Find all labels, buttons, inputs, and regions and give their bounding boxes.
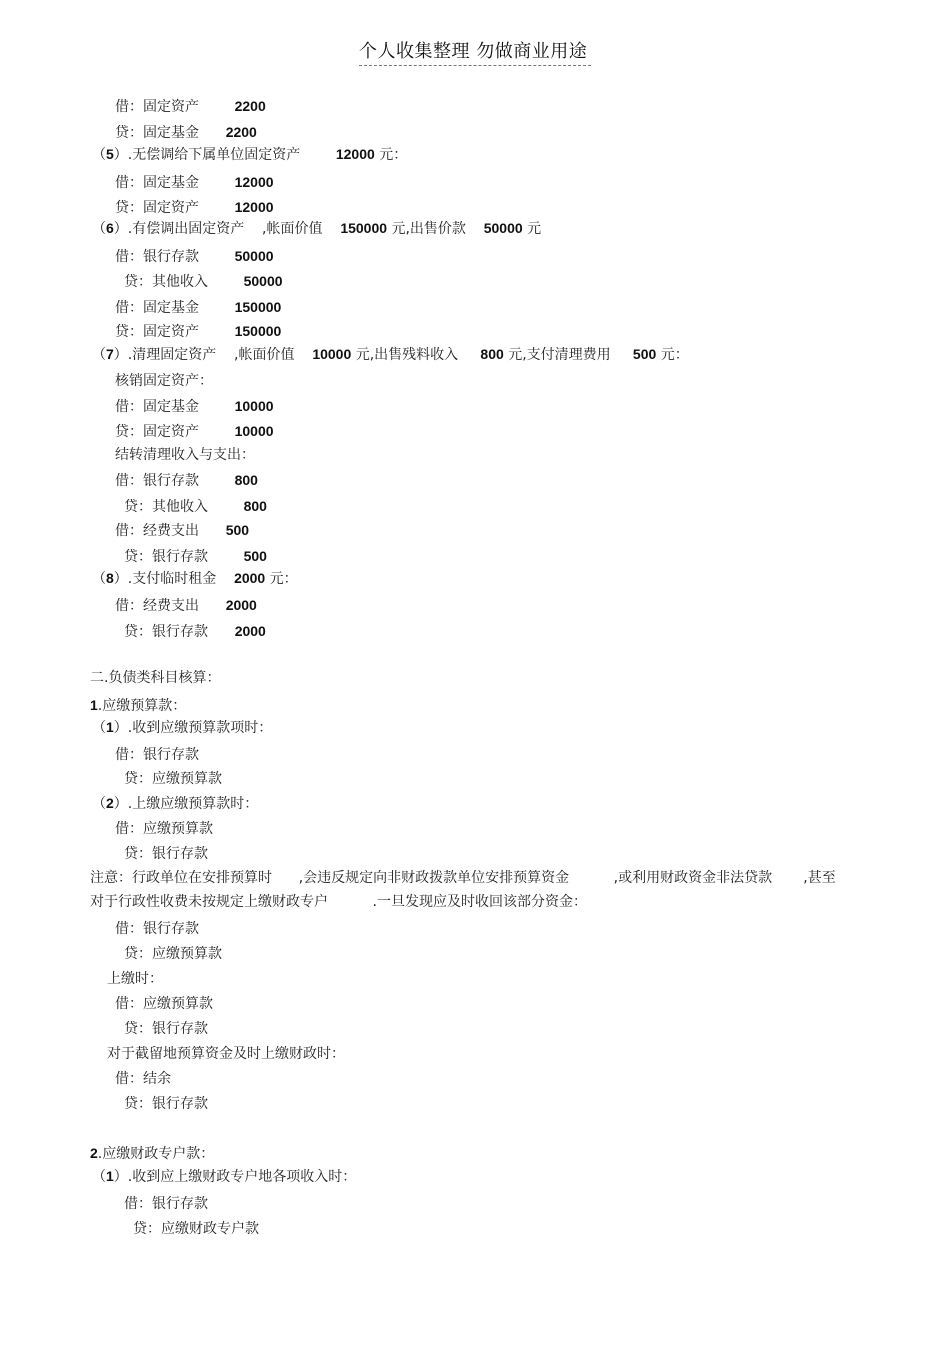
item-heading: （1）.收到应缴预算款项时： [92,719,273,736]
page-header-watermark: 个人收集整理 勿做商业用途 [359,41,591,66]
journal-entry-line: 贷：银行存款 [124,846,208,862]
journal-entry-line: 贷：固定资产 10000 [115,423,274,440]
journal-entry-line: 贷：固定基金 2200 [115,124,257,141]
journal-entry-line: 借：应缴预算款 [115,996,213,1012]
sub-heading: 对于截留地预算资金及时上缴财政时： [107,1046,345,1062]
journal-entry-line: 借：银行存款 50000 [115,248,274,265]
journal-entry-line: 贷：固定资产 150000 [115,323,282,340]
journal-entry-line: 借：银行存款 [124,1196,208,1212]
journal-entry-line: 贷：银行存款 2000 [124,623,266,640]
journal-entry-line: 贷：银行存款 [124,1096,208,1112]
journal-entry-line: 借：银行存款 800 [115,472,258,489]
journal-entry-line: 贷：固定资产 12000 [115,199,274,216]
sub-heading: 结转清理收入与支出： [115,447,255,463]
journal-entry-line: 借：经费支出 2000 [115,597,257,614]
item-heading: （7）.清理固定资产 ,帐面价值 10000 元,出售残料收入 800 元,支付清理费用 500 元： [92,346,689,363]
item-heading: （5）.无偿调给下属单位固定资产 12000 元： [92,146,408,163]
journal-entry-line: 借：固定基金 10000 [115,398,274,415]
sub-heading: 上缴时： [107,971,163,987]
item-heading: （8）.支付临时租金 2000 元： [92,570,298,587]
journal-entry-line: 贷：其他收入 50000 [124,273,283,290]
note-paragraph: 注意：行政单位在安排预算时 ,会违反规定向非财政拨款单位安排预算资金 ,或利用财政资金非法贷款 ,甚至 [90,870,836,886]
journal-entry-line: 贷：银行存款 500 [124,548,267,565]
item-heading: （1）.收到应上缴财政专户地各项收入时： [92,1168,357,1185]
journal-entry-line: 贷：应缴预算款 [124,946,222,962]
subsection-heading: 2.应缴财政专户款： [90,1145,215,1162]
journal-entry-line: 借：应缴预算款 [115,821,213,837]
journal-entry-line: 借：经费支出 500 [115,522,250,539]
note-paragraph: 对于行政性收费未按规定上缴财政专户 .一旦发现应及时收回该部分资金： [90,894,587,910]
item-heading: （2）.上缴应缴预算款时： [92,795,259,812]
journal-entry-line: 借：固定基金 150000 [115,299,282,316]
sub-heading: 核销固定资产： [115,373,213,389]
journal-entry-line: 借：固定资产 2200 [115,98,266,115]
journal-entry-line: 贷：其他收入 800 [124,498,267,515]
subsection-heading: 1.应缴预算款： [90,697,187,714]
journal-entry-line: 贷：应缴财政专户款 [133,1221,259,1237]
journal-entry-line: 借：银行存款 [115,921,199,937]
journal-entry-line: 借：结余 [115,1071,171,1087]
item-heading: （6）.有偿调出固定资产 ,帐面价值 150000 元,出售价款 50000 元 [92,220,542,237]
journal-entry-line: 借：固定基金 12000 [115,174,274,191]
journal-entry-line: 贷：银行存款 [124,1021,208,1037]
journal-entry-line: 贷：应缴预算款 [124,771,222,787]
section-heading: 二.负债类科目核算： [90,670,221,686]
journal-entry-line: 借：银行存款 [115,747,199,763]
